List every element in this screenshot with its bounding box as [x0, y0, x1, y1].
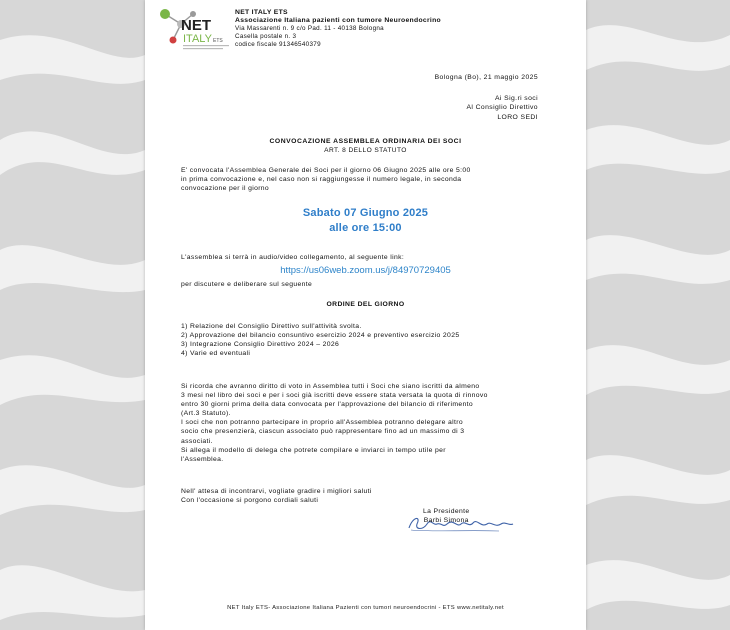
recipient-line: Ai Sig.ri soci — [495, 95, 538, 102]
svg-text:ITALY: ITALY — [183, 33, 212, 45]
letter-page — [145, 0, 586, 630]
svg-text:NET: NET — [181, 17, 211, 34]
convocation-line: convocazione per il giorno — [181, 185, 270, 193]
agenda-item: 1) Relazione del Consiglio Direttivo sull'attività svolta. — [181, 323, 362, 330]
org-name: NET ITALY ETS — [235, 9, 288, 16]
convocation-line: E' convocata l'Assemblea Generale dei Soci per il giorno 06 Giugno 2025 alle ore 5:00 — [181, 167, 471, 174]
letterhead — [235, 9, 575, 49]
recipients — [466, 94, 538, 122]
zoom-link[interactable]: https://us06web.zoom.us/j/84970729405 — [280, 265, 451, 276]
po-box: Casella postale n. 3 — [235, 33, 297, 40]
discuss-line: per discutere e deliberare sul seguente — [181, 281, 313, 288]
link-intro: L'assemblea si terrà in audio/video collegamento, al seguente link: — [181, 254, 405, 261]
tax-code: codice fiscale 91346540379 — [235, 41, 321, 48]
net-italy-logo — [159, 8, 233, 52]
agenda-title: ORDINE DEL GIORNO — [326, 301, 405, 308]
notes-line: entro 30 giorni prima della data convocata per l'approvazione del bilancio di riferimento — [181, 401, 474, 409]
closing-paragraph — [181, 487, 551, 505]
notes-line: Si ricorda che avranno diritto di voto in Assemblea tutti i Soci che siano iscritti da almeno — [181, 383, 480, 390]
agenda-item: 3) Integrazione Consiglio Direttivo 2024 – 2026 — [181, 341, 340, 349]
meeting-time: alle ore 15:00 — [329, 222, 402, 234]
notes-line: 3 mesi nel libro dei soci e per i soci già iscritti deve essere stata versata la quota di rinnovo — [181, 392, 488, 400]
notes-line: I soci che non potranno partecipare in proprio all'Assemblea potranno delegare altro — [181, 419, 463, 427]
notes-paragraph — [181, 382, 553, 464]
notes-line: associati. — [181, 437, 213, 445]
assoc-name: Associazione Italiana pazienti con tumore Neuroendocrino — [235, 17, 442, 24]
recipient-line: Al Consiglio Direttivo — [466, 104, 538, 112]
agenda-item: 4) Varie ed eventuali — [181, 350, 251, 358]
agenda-item: 2) Approvazione del bilancio consuntivo esercizio 2024 e preventivo esercizio 2025 — [181, 332, 460, 340]
letter-title: CONVOCAZIONE ASSEMBLEA ORDINARIA DEI SOCI — [269, 138, 462, 145]
letter-subtitle: ART. 8 DELLO STATUTO — [324, 147, 407, 154]
convocation-paragraph — [181, 166, 551, 193]
address: Via Massarenti n. 9 c/o Pad. 11 - 40138 Bologna — [235, 25, 384, 32]
notes-line: l'Assemblea. — [181, 455, 224, 463]
closing-line: Con l'occasione si porgono cordiali saluti — [181, 497, 319, 505]
agenda-list — [181, 322, 561, 358]
notes-line: socio che presenzierà, ciascun associato può rappresentare fino ad un massimo di 3 — [181, 428, 465, 436]
notes-line: (Art.3 Statuto). — [181, 410, 231, 418]
date-line: Bologna (Bo), 21 maggio 2025 — [434, 74, 538, 81]
signatory-name: Barbi Simona — [423, 517, 469, 525]
svg-text:ETS: ETS — [213, 38, 223, 44]
page-footer: NET Italy ETS- Associazione Italiana Pazienti con tumori neuroendocrini - ETS www.netitaly.net — [227, 605, 504, 611]
signature-block — [423, 507, 470, 526]
recipient-line: LORO SEDI — [497, 113, 538, 121]
closing-line: Nell' attesa di incontrarvi, vogliate gradire i migliori saluti — [181, 488, 372, 495]
meeting-day: Sabato 07 Giugno 2025 — [302, 207, 429, 219]
notes-line: Si allega il modello di delega che potrete compilare e inviarci in tempo utile per — [181, 446, 446, 454]
convocation-line: in prima convocazione e, nel caso non si raggiungesse il numero legale, in seconda — [181, 176, 462, 184]
signatory-role: La Presidente — [423, 508, 470, 515]
